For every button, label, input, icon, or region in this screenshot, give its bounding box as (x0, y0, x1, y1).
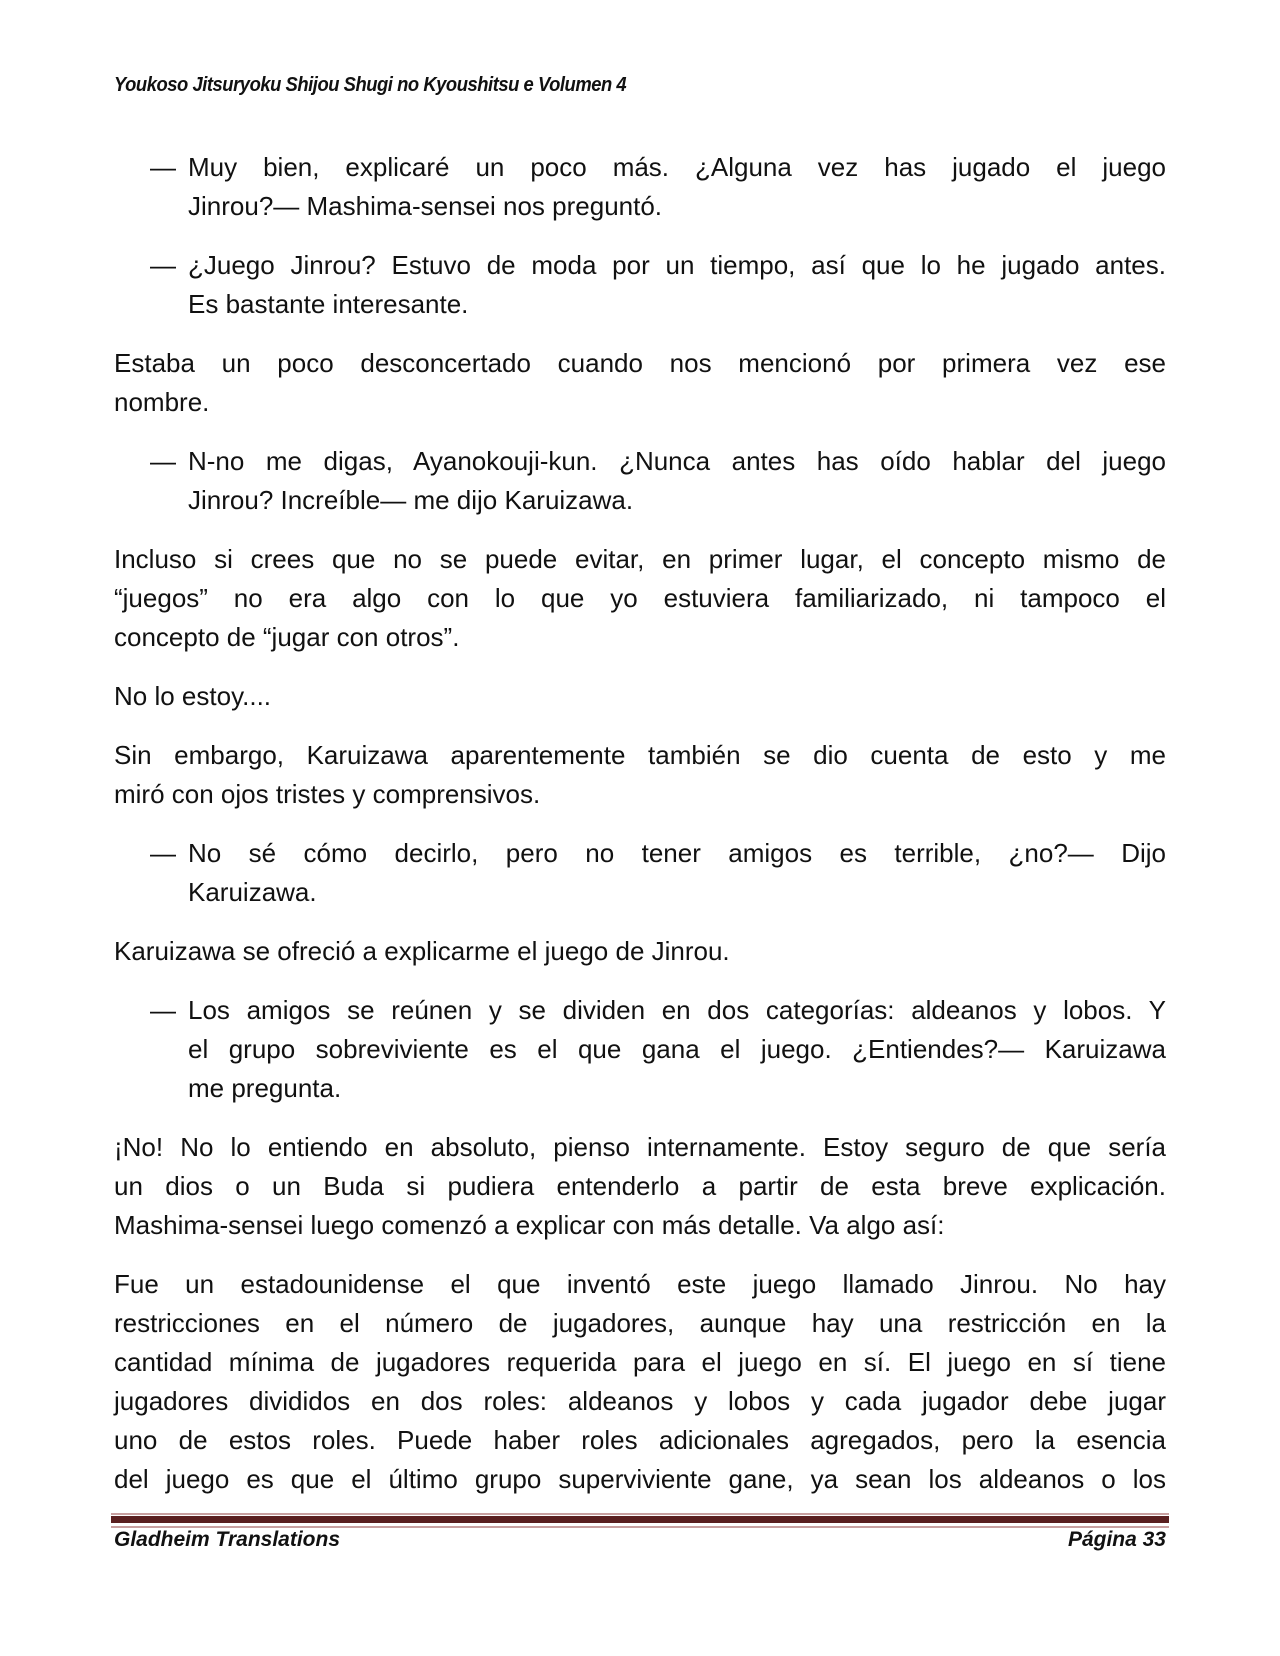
text-line: No lo estoy.... (114, 681, 272, 711)
text-line: Es bastante interesante. (188, 289, 469, 319)
text-line: Jinrou?— Mashima-sensei nos preguntó. (188, 191, 663, 221)
text-line: un dios o un Buda si pudiera entenderlo a partir de esta breve explicación. (114, 1171, 1166, 1201)
text-line: uno de estos roles. Puede haber roles adicionales agregados, pero la esencia (114, 1425, 1166, 1455)
paragraph (114, 932, 1166, 971)
text-line: restricciones en el número de jugadores, aunque hay una restricción en la (114, 1308, 1166, 1338)
page-body (114, 148, 1166, 1519)
dialogue-dash: — (150, 446, 176, 476)
text-line: ¿Juego Jinrou? Estuvo de moda por un tiempo, así que lo he jugado antes. (188, 250, 1166, 280)
text-line: concepto de “jugar con otros”. (114, 622, 460, 652)
text-line: el grupo sobreviviente es el que gana el juego. ¿Entiendes?— Karuizawa (188, 1034, 1166, 1064)
paragraph (114, 677, 1166, 716)
footer-rule (111, 1513, 1169, 1528)
text-line: nombre. (114, 387, 210, 417)
text-line: Estaba un poco desconcertado cuando nos mencionó por primera vez ese (114, 348, 1166, 378)
dialogue-paragraph (114, 148, 1166, 226)
text-line: Jinrou? Increíble— me dijo Karuizawa. (188, 485, 634, 515)
dialogue-dash: — (150, 250, 176, 280)
text-line: cantidad mínima de jugadores requerida para el juego en sí. El juego en sí tiene (114, 1347, 1166, 1377)
footer-publisher: Gladheim Translations (114, 1528, 341, 1551)
footer-page-number: Página 33 (1067, 1528, 1166, 1551)
text-line: Karuizawa se ofreció a explicarme el juego de Jinrou. (114, 936, 730, 966)
dialogue-dash: — (150, 152, 176, 182)
paragraph (114, 736, 1166, 814)
text-line: Incluso si crees que no se puede evitar, en primer lugar, el concepto mismo de (114, 544, 1166, 574)
dialogue-paragraph (114, 834, 1166, 912)
paragraph (114, 1265, 1166, 1499)
text-line: No sé cómo decirlo, pero no tener amigos es terrible, ¿no?— Dijo (188, 838, 1166, 868)
text-line: N-no me digas, Ayanokouji-kun. ¿Nunca antes has oído hablar del juego (188, 446, 1166, 476)
paragraph (114, 1128, 1166, 1245)
dialogue-dash: — (150, 995, 176, 1025)
text-line: del juego es que el último grupo superviviente gane, ya sean los aldeanos o los (114, 1464, 1166, 1494)
paragraph (114, 344, 1166, 422)
paragraph (114, 540, 1166, 657)
dialogue-paragraph (114, 442, 1166, 520)
text-line: jugadores divididos en dos roles: aldeanos y lobos y cada jugador debe jugar (114, 1386, 1166, 1416)
text-line: me pregunta. (188, 1073, 342, 1103)
dialogue-dash: — (150, 838, 176, 868)
running-header: Youkoso Jitsuryoku Shijou Shugi no Kyoushitsu e Volumen 4 (114, 74, 627, 96)
text-line: Muy bien, explicaré un poco más. ¿Alguna vez has jugado el juego (188, 152, 1166, 182)
dialogue-paragraph (114, 246, 1166, 324)
text-line: ¡No! No lo entiendo en absoluto, pienso internamente. Estoy seguro de que sería (114, 1132, 1166, 1162)
text-line: Sin embargo, Karuizawa aparentemente también se dio cuenta de esto y me (114, 740, 1166, 770)
dialogue-paragraph (114, 991, 1166, 1108)
text-line: Karuizawa. (188, 877, 317, 907)
text-line: Mashima-sensei luego comenzó a explicar con más detalle. Va algo así: (114, 1210, 945, 1240)
text-line: “juegos” no era algo con lo que yo estuviera familiarizado, ni tampoco el (114, 583, 1166, 613)
text-line: Fue un estadounidense el que inventó este juego llamado Jinrou. No hay (114, 1269, 1166, 1299)
text-line: miró con ojos tristes y comprensivos. (114, 779, 541, 809)
text-line: Los amigos se reúnen y se dividen en dos categorías: aldeanos y lobos. Y (188, 995, 1166, 1025)
